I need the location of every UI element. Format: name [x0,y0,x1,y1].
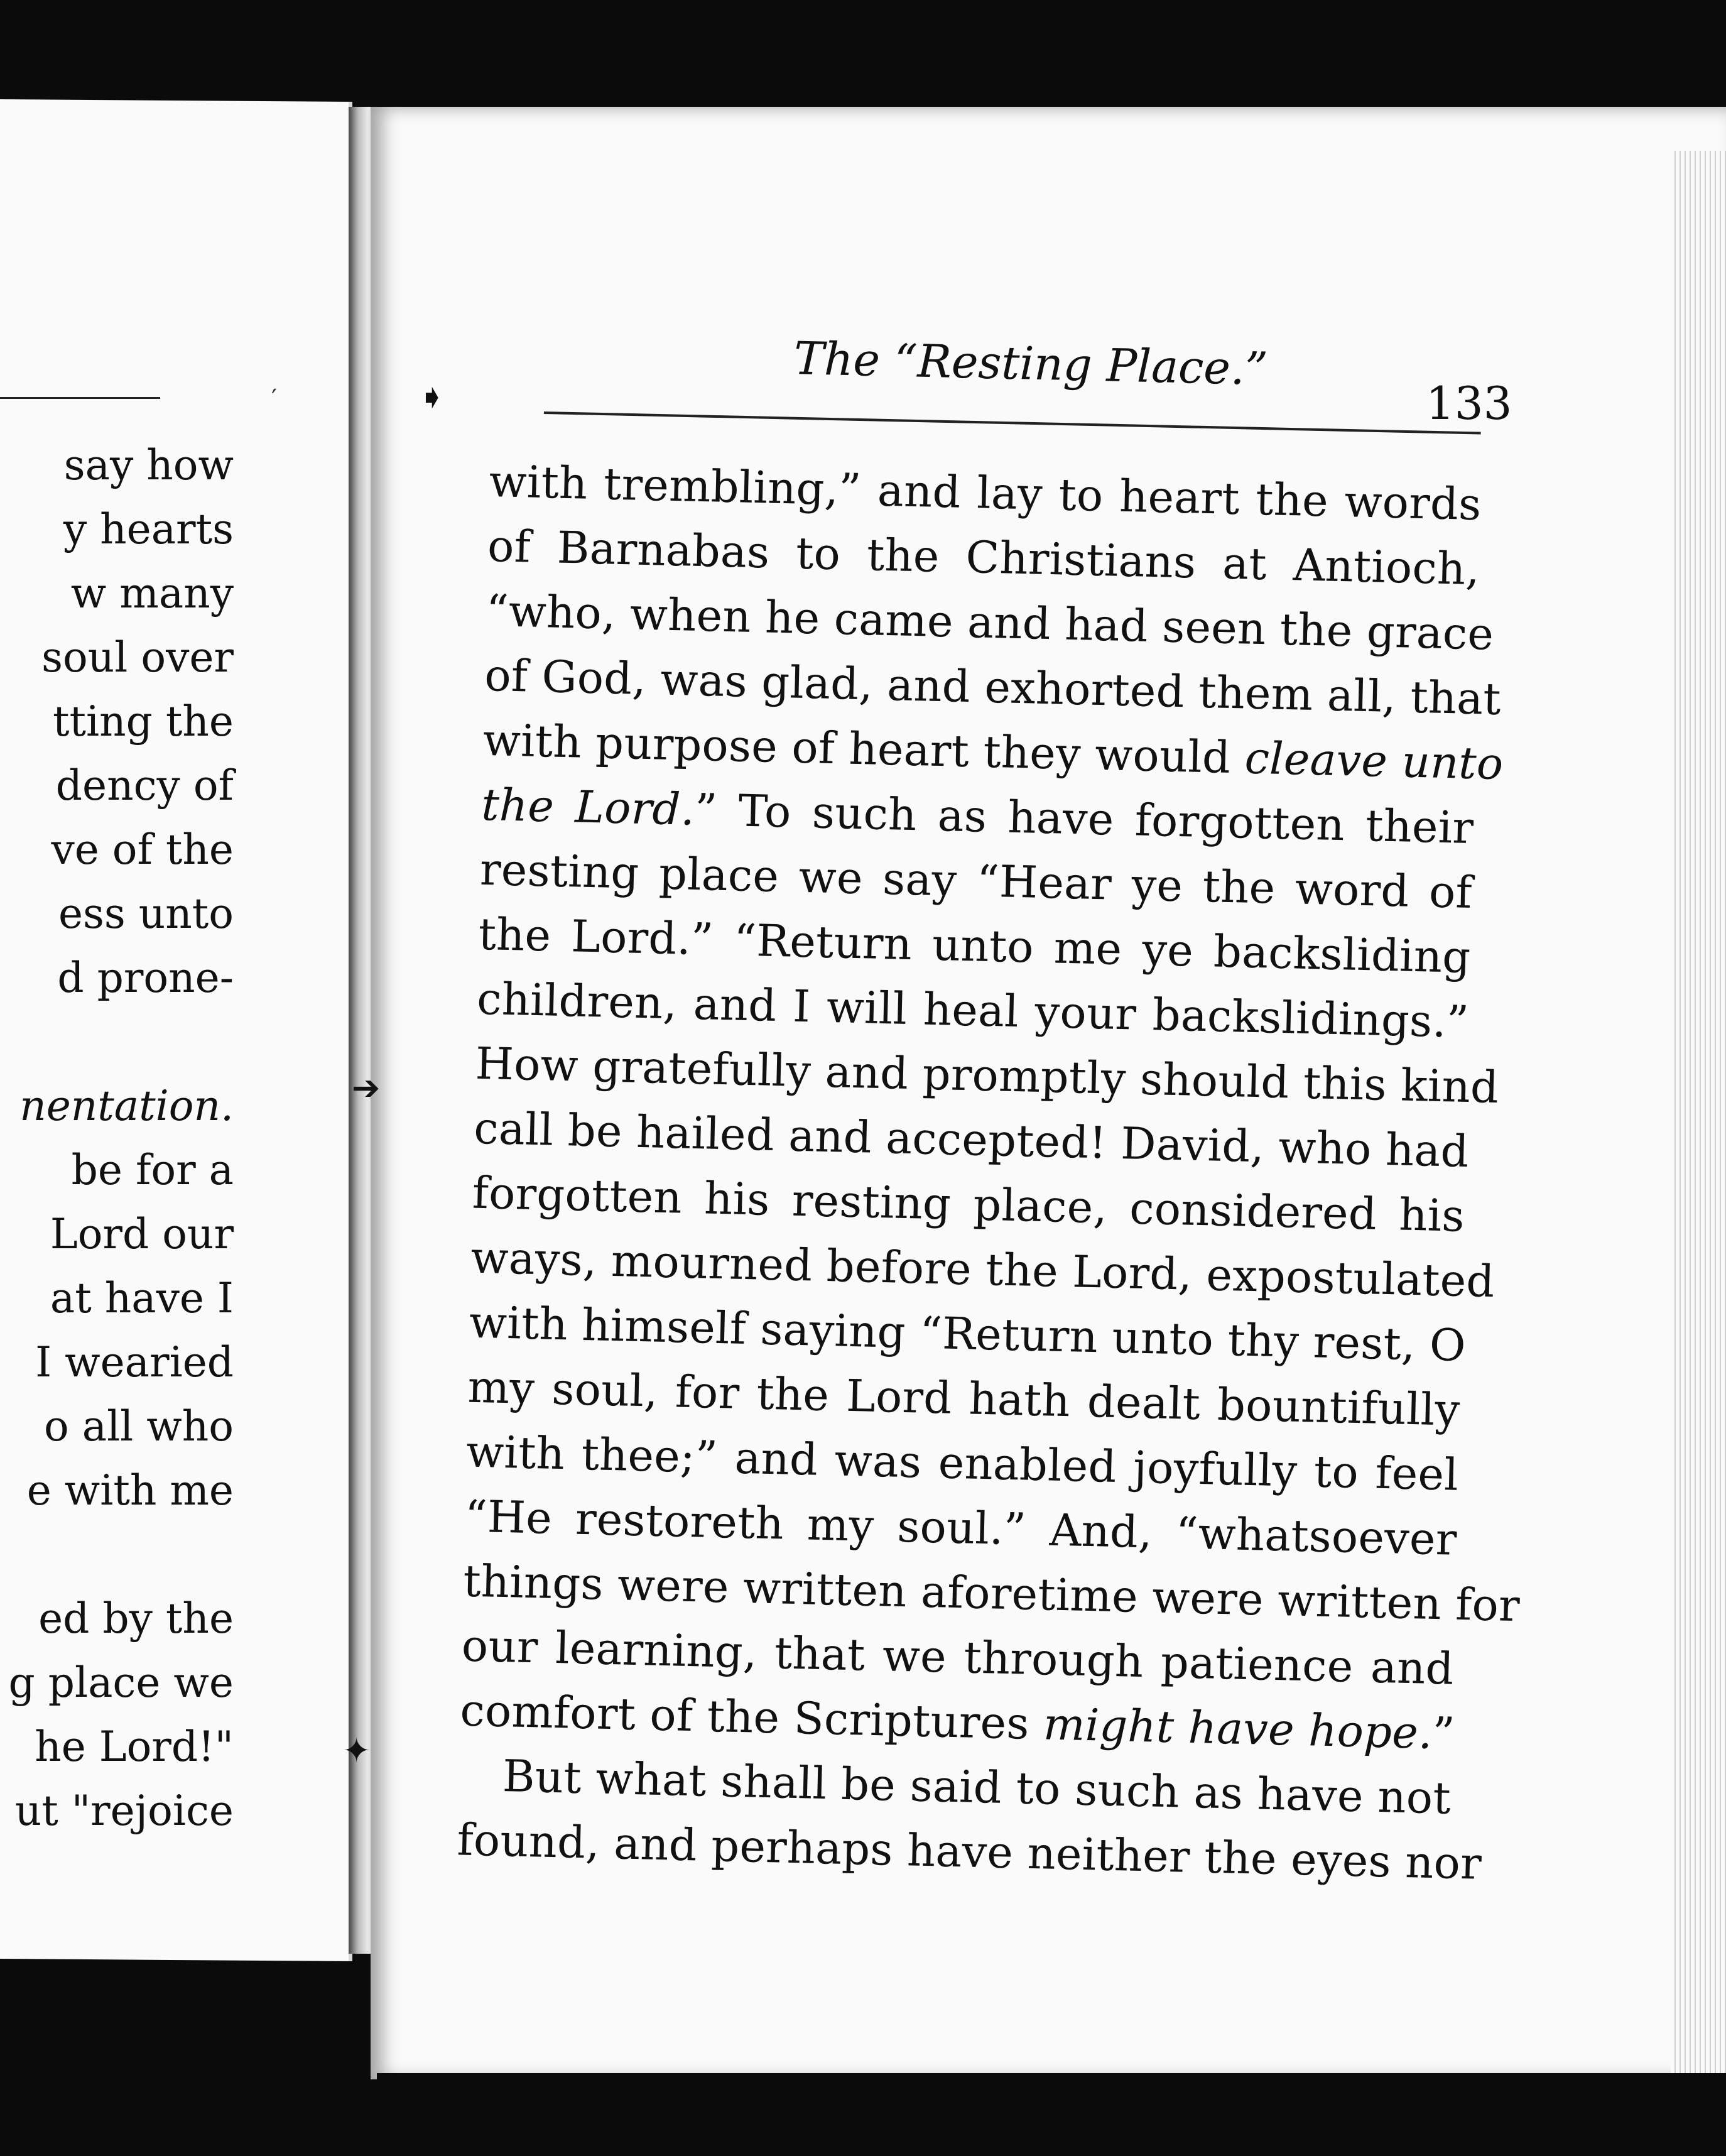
left-page-fragment: o all who [44,1402,234,1451]
text-line: my soul, for the Lord hath dealt bountifully [467,1361,1461,1436]
text-segment: with purpose of heart they would [482,714,1246,784]
left-page-fragment: be for a [71,1146,234,1194]
left-page-fragment: dency of [55,761,234,810]
left-page-fragment: I wearied [35,1338,234,1386]
text-line: “He restoreth my soul.” And, “whatsoever [464,1490,1458,1565]
text-line: of Barnabas to the Christians at Antioch, [487,520,1480,596]
text-line: found, and perhaps have neither the eyes nor [456,1814,1482,1890]
italic-segment: cleave unto [1244,732,1504,790]
left-page-fragment: ve of the [51,825,234,874]
paragraph-start-line: But what shall be said to such as have not [502,1750,1452,1824]
left-page-fragment: at have I [50,1274,234,1322]
scan-border [377,2073,1726,2156]
text-line: “who, when he came and had seen the grace [485,584,1495,660]
left-page-text [0,433,339,1843]
text-segment: ” [1431,1707,1456,1760]
text-line: with himself saying “Return unto thy rest, O [469,1296,1467,1371]
left-page-fragment [0,1010,339,1074]
text-line: of God, was glad, and exhorted them all, that [484,649,1502,726]
margin-marker: ➧ [418,377,447,416]
left-page-mark: ′ [271,384,278,413]
running-head: The “Resting Place.” [793,332,1269,396]
text-line: call be hailed and accepted! David, who had [473,1102,1470,1178]
text-line: forgotten his resting place, considered his [472,1167,1465,1242]
text-line: How gratefully and promptly should this kind [474,1037,1500,1114]
left-page-fragment: ut "rejoice [14,1787,234,1835]
left-page-fragment: y hearts [63,505,234,553]
page-number: 133 [1426,377,1512,430]
text-segment: comfort of the Scriptures [459,1684,1045,1750]
left-page-rule [0,397,160,399]
text-line: with trembling,” and lay to heart the words [488,455,1482,531]
text-line: children, and I will heal your backslidings.” [476,972,1470,1048]
left-page-fragment: tting the [53,697,234,746]
left-page-fragment: Lord our [50,1210,234,1258]
left-page-fragment: say how [63,441,234,489]
left-page-fragment: e with me [26,1466,234,1515]
text-line: ways, mourned before the Lord, expostulated [470,1231,1495,1308]
text-line: things were written aforetime were written for [462,1555,1521,1632]
left-page-fragment [0,1523,339,1587]
page-edges [1671,151,1726,2098]
text-segment: ” To such as have forgotten their [694,783,1475,854]
text-line: with thee;” and was enabled joyfully to feel [465,1425,1459,1501]
margin-marker: ✦ [342,1731,371,1770]
body-text [456,449,1521,1896]
italic-segment: might have hope. [1043,1698,1433,1759]
text-line: our learning, that we through patience and [461,1620,1455,1695]
italic-segment: the Lord. [480,778,696,836]
left-page-fragment: soul over [41,633,234,682]
left-page-fragment: w many [70,569,234,618]
left-page-fragment: d prone- [57,954,234,1002]
text-line: resting place we say “Hear ye the word of [479,843,1473,919]
left-page-fragment: ess unto [58,890,234,938]
left-page-fragment: g place we [8,1658,234,1707]
left-page-fragment: ed by the [38,1594,234,1643]
left-page-fragment: nentation. [19,1082,234,1130]
text-line: the Lord.” “Return unto me ye backsliding [477,908,1472,983]
margin-marker: ➔ [352,1068,381,1108]
left-page-fragment: he Lord!" [35,1723,234,1771]
